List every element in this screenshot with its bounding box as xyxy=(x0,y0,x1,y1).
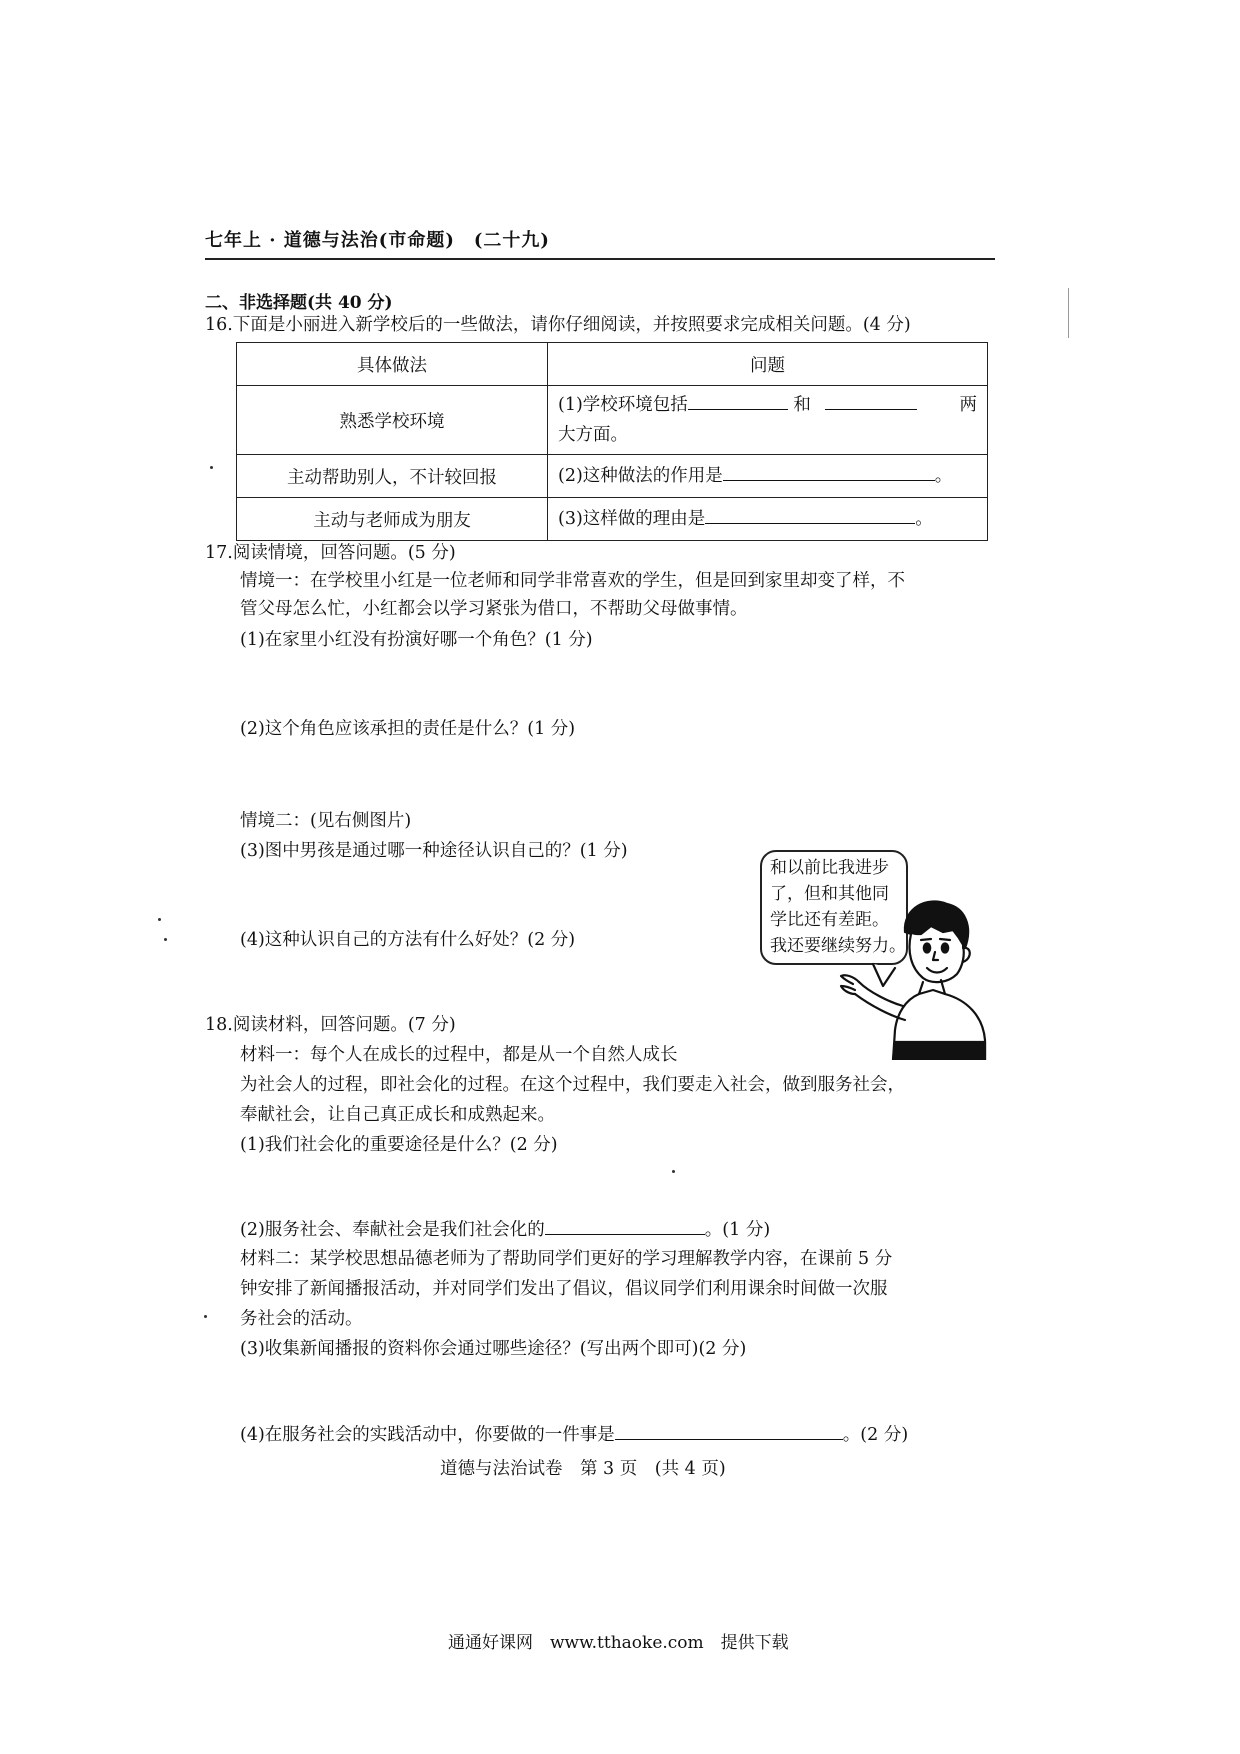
question-text: (3)这样做的理由是 xyxy=(558,509,706,529)
material-two-line: 钟安排了新闻播报活动，并对同学们发出了倡议，倡议同学们利用课余时间做一次服 xyxy=(240,1279,888,1299)
question-text: 大方面。 xyxy=(558,425,628,445)
question-text: 和 xyxy=(793,395,811,415)
question-cell xyxy=(548,498,988,541)
practice-cell: 主动与老师成为朋友 xyxy=(237,498,548,541)
scenario-one-line: 情境一：在学校里小红是一位老师和同学非常喜欢的学生，但是回到家里却变了样，不 xyxy=(240,571,905,591)
material-one-line: 材料一：每个人在成长的过程中，都是从一个自然人成长 xyxy=(240,1045,678,1065)
answer-blank[interactable] xyxy=(723,462,935,481)
table-header-practice: 具体做法 xyxy=(237,343,548,386)
scan-speck xyxy=(164,938,167,941)
question-text: 。 xyxy=(915,509,933,529)
answer-blank[interactable] xyxy=(545,1216,705,1235)
material-two-line: 务社会的活动。 xyxy=(240,1309,363,1329)
question-text: (2)服务社会、奉献社会是我们社会化的 xyxy=(240,1220,545,1240)
page-footer: 道德与法治试卷 第 3 页 (共 4 页) xyxy=(440,1459,726,1479)
material-one-line: 为社会人的过程，即社会化的过程。在这个过程中，我们要走入社会，做到服务社会， xyxy=(240,1075,905,1095)
boy-illustration-icon xyxy=(835,890,1005,1060)
q17-part3: (3)图中男孩是通过哪一种途径认识自己的？(1 分) xyxy=(240,841,628,861)
q17-part1: (1)在家里小红没有扮演好哪一个角色？(1 分) xyxy=(240,630,593,650)
table-header-question: 问题 xyxy=(548,343,988,386)
question-text: (1)学校环境包括 xyxy=(558,395,688,415)
q16-table xyxy=(236,342,988,541)
bubble-line: 了，但和其他同 xyxy=(770,884,889,904)
scenario-one-line: 管父母怎么忙，小红都会以学习紧张为借口，不帮助父母做事情。 xyxy=(240,599,748,619)
answer-blank[interactable] xyxy=(705,505,915,524)
question-cell xyxy=(548,455,988,498)
practice-cell: 主动帮助别人，不计较回报 xyxy=(237,455,548,498)
table-header-row xyxy=(237,343,988,386)
scenario-two-label: 情境二：(见右侧图片) xyxy=(240,811,412,831)
bubble-line: 我还要继续努力。 xyxy=(770,936,906,956)
answer-blank[interactable] xyxy=(615,1421,843,1440)
table-row xyxy=(237,455,988,498)
page-header: 七年上 · 道德与法治(市命题) (二十九) xyxy=(205,230,550,251)
header-divider xyxy=(205,258,995,260)
q18-part4 xyxy=(240,1420,908,1450)
answer-blank[interactable] xyxy=(825,391,917,410)
bubble-line: 学比还有差距。 xyxy=(770,910,889,930)
section-title: 二、非选择题(共 40 分) xyxy=(205,293,393,313)
question-text: 两 xyxy=(959,395,977,415)
q17-part4: (4)这种认识自己的方法有什么好处？(2 分) xyxy=(240,930,576,950)
q18-part3: (3)收集新闻播报的资料你会通过哪些途径？(写出两个即可)(2 分) xyxy=(240,1339,747,1359)
bubble-line: 和以前比我进步 xyxy=(770,858,889,878)
q17-part2: (2)这个角色应该承担的责任是什么？(1 分) xyxy=(240,719,576,739)
scan-mark xyxy=(1068,288,1069,338)
table-row xyxy=(237,386,988,455)
material-one-line: 奉献社会，让自己真正成长和成熟起来。 xyxy=(240,1105,555,1125)
q16-stem: 16.下面是小丽进入新学校后的一些做法，请你仔细阅读，并按照要求完成相关问题。(4 分) xyxy=(205,315,911,335)
question-text: 。 xyxy=(934,466,953,486)
question-text: (4)在服务社会的实践活动中，你要做的一件事是 xyxy=(240,1425,615,1445)
material-two-line: 材料二：某学校思想品德老师为了帮助同学们更好的学习理解教学内容，在课前 5 分 xyxy=(240,1249,893,1269)
scan-speck xyxy=(210,466,213,469)
q18-stem: 18.阅读材料，回答问题。(7 分) xyxy=(205,1015,456,1035)
q18-part2 xyxy=(240,1215,770,1245)
table-row xyxy=(237,498,988,541)
scan-speck xyxy=(158,918,161,921)
question-text: 。(1 分) xyxy=(704,1220,771,1240)
q18-part1: (1)我们社会化的重要途径是什么？(2 分) xyxy=(240,1135,558,1155)
q17-stem: 17.阅读情境，回答问题。(5 分) xyxy=(205,543,456,563)
scan-speck xyxy=(204,1315,207,1318)
question-cell xyxy=(548,386,988,455)
question-text: (2)这种做法的作用是 xyxy=(558,466,723,486)
question-text: 。(2 分) xyxy=(842,1425,909,1445)
practice-cell: 熟悉学校环境 xyxy=(237,386,548,455)
answer-blank[interactable] xyxy=(688,391,788,410)
download-credit: 通通好课网 www.tthaoke.com 提供下载 xyxy=(448,1633,789,1653)
scan-speck xyxy=(672,1170,675,1173)
